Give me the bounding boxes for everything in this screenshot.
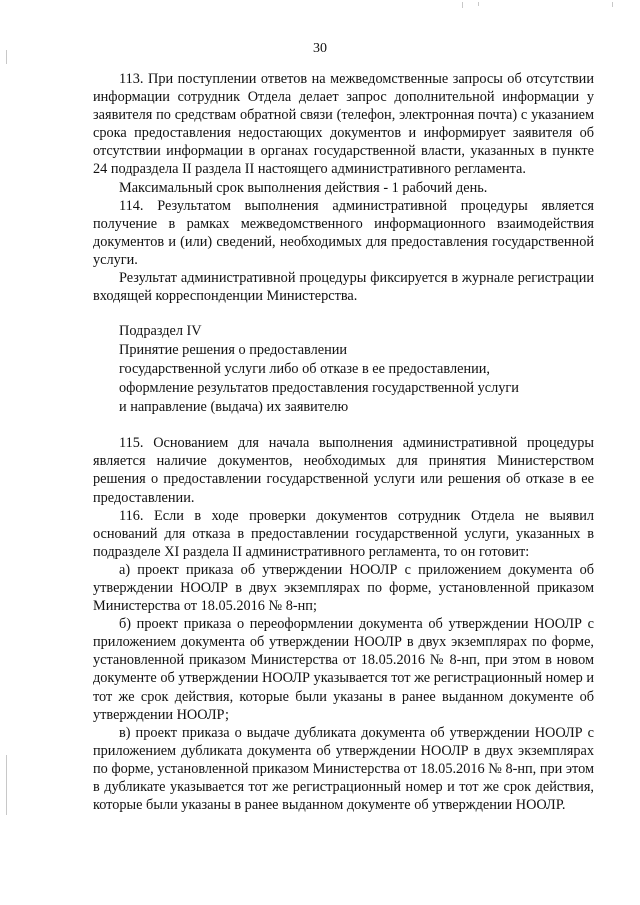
subsection-number: Подраздел IV xyxy=(119,323,202,340)
subsection-title-line: Принятие решения о предоставлении xyxy=(119,342,348,359)
subsection-title-line: и направление (выдача) их заявителю xyxy=(119,399,349,416)
list-item-b: б) проект приказа о переоформлении документа об утверждении НООЛР с приложением документа об утверждении НООЛР в двух экземплярах по форме, установленной приказом Министерства от 18.05.2016 № 8-нп, при этом в новом документе об утверждении НООЛР указывается тот же регистрационный номер и тот же срок действия, которые были указаны в ранее выданном документе об утверждении НООЛР; xyxy=(93,616,594,723)
paragraph-115: 115. Основанием для начала выполнения административной процедуры является наличие документов, необходимых для принятия Министерством решения о предоставлении государственной услуги или решения об отказе в ее предоставлении. xyxy=(93,435,594,506)
scan-edge-mark xyxy=(6,755,7,815)
page-number: 30 xyxy=(313,41,327,56)
scan-edge-mark xyxy=(478,2,479,6)
paragraph-113: 113. При поступлении ответов на межведомственные запросы об отсутствии информации сотрудник Отдела делает запрос дополнительной информации у заявителя по средствам обратной связи (телефон, электронная почта) с указанием срока предоставления недостающих документов и информирует заявителя об отсутствии информации в органах государственной власти, указанных в пункте 24 подраздела II раздела II настоящего административного регламента. xyxy=(93,71,594,178)
document-body xyxy=(93,70,594,814)
paragraph-114: 114. Результатом выполнения административной процедуры является получение в рамках межведомственного информационного взаимодействия документов и (или) сведений, необходимых для предоставления государственной услуги. xyxy=(93,197,594,268)
subsection-title-line: государственной услуги либо об отказе в ее предоставлении, xyxy=(119,361,490,378)
subsection-title-line: оформление результатов предоставления государственной услуги xyxy=(119,380,519,397)
subsection-heading xyxy=(93,322,594,417)
list-item-a: а) проект приказа об утверждении НООЛР с приложением документа об утверждении НООЛР в двух экземплярах по форме, установленной приказом Министерства от 18.05.2016 № 8-нп; xyxy=(93,561,594,615)
scan-edge-mark xyxy=(612,2,613,7)
paragraph-result-fixation: Результат административной процедуры фиксируется в журнале регистрации входящей корреспонденции Министерства. xyxy=(93,270,594,305)
scan-edge-mark xyxy=(462,2,463,8)
paragraph-max-term: Максимальный срок выполнения действия - 1 рабочий день. xyxy=(119,179,488,196)
list-item-v: в) проект приказа о выдаче дубликата документа об утверждении НООЛР с приложением дубликата документа об утверждении НООЛР в двух экземплярах по форме, установленной приказом Министерства от 18.05.2016 № 8-нп, при этом в дубликате указывается тот же регистрационный номер и тот же срок действия, которые были указаны в ранее выданном документе об утверждении НООЛР. xyxy=(93,724,594,814)
paragraph-116: 116. Если в ходе проверки документов сотрудник Отдела не выявил оснований для отказа в предоставлении государственной услуги, указанных в подразделе XI раздела II административного регламента, то он готовит: xyxy=(93,507,594,560)
